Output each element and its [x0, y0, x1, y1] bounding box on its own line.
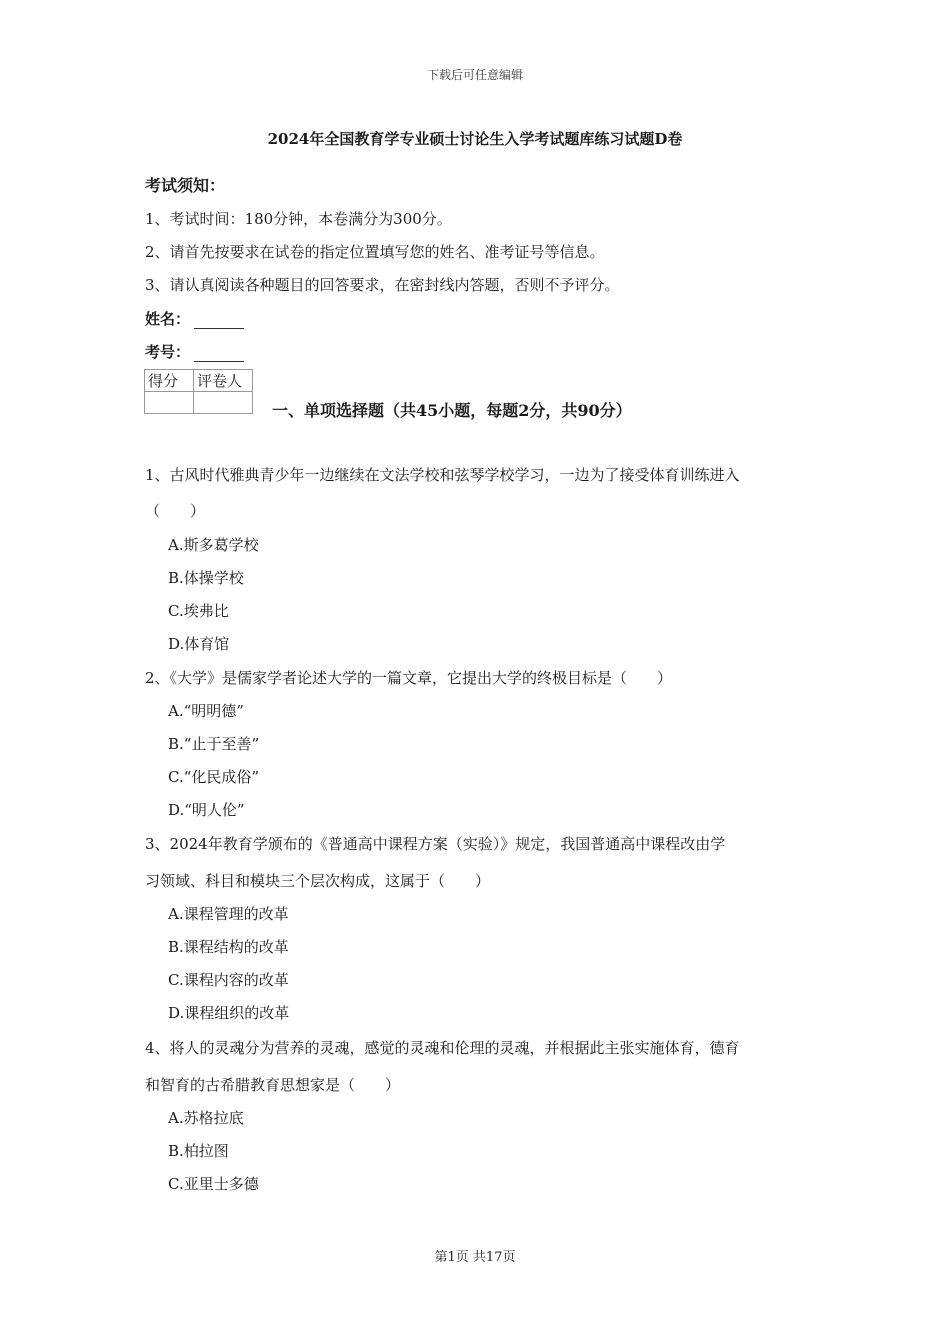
answer-option: B.柏拉图	[168, 1142, 229, 1160]
name-field	[145, 308, 244, 329]
name-blank	[194, 314, 244, 329]
question-text: 4、将人的灵魂分为营养的灵魂，感觉的灵魂和伦理的灵魂，并根据此主张实施体育，德育	[145, 1039, 740, 1057]
notice-heading: 考试须知：	[145, 176, 226, 195]
id-label: 考号：	[145, 343, 191, 361]
answer-option: B.体操学校	[168, 569, 244, 587]
question-text: 习领域、科目和模块三个层次构成，这属于（ ）	[145, 872, 491, 890]
answer-option: C.埃弗比	[168, 602, 229, 620]
notice-item: 1、考试时间：180分钟，本卷满分为300分。	[145, 210, 452, 228]
question-text: （ ）	[145, 502, 206, 520]
page-header: 下载后可任意编辑	[426, 68, 523, 82]
notice-item: 3、请认真阅读各种题目的回答要求，在密封线内答题，否则不予评分。	[145, 276, 620, 294]
question-text: 和智育的古希腊教育思想家是（ ）	[145, 1076, 401, 1094]
id-blank	[194, 347, 244, 362]
id-field	[145, 341, 244, 362]
question-text: 1、古风时代雅典青少年一边继续在文法学校和弦琴学校学习，一边为了接受体育训练进入	[145, 466, 740, 484]
answer-option: C.课程内容的改革	[168, 971, 289, 989]
score-header: 得分	[145, 370, 194, 392]
score-cell	[145, 392, 194, 414]
answer-option: D.体育馆	[168, 635, 230, 653]
answer-option: A.苏格拉底	[168, 1109, 244, 1127]
grader-header: 评卷人	[194, 370, 253, 392]
score-table	[144, 369, 253, 414]
answer-option: B.课程结构的改革	[168, 938, 289, 956]
answer-option: D.课程组织的改革	[168, 1004, 290, 1022]
question-text: 2、《大学》是儒家学者论述大学的一篇文章，它提出大学的终极目标是（ ）	[145, 669, 673, 687]
section-title: 一、单项选择题（共45小题，每题2分，共90分）	[272, 401, 632, 420]
grader-cell	[194, 392, 253, 414]
answer-option: A.课程管理的改革	[168, 905, 289, 923]
answer-option: D.“明人伦”	[168, 801, 245, 819]
notice-item: 2、请首先按要求在试卷的指定位置填写您的姓名、准考证号等信息。	[145, 243, 605, 261]
answer-option: B.“止于至善”	[168, 735, 260, 753]
page-number: 第1页 共17页	[434, 1250, 516, 1265]
answer-option: C.亚里士多德	[168, 1175, 259, 1193]
exam-title: 2024年全国教育学专业硕士讨论生入学考试题库练习试题D卷	[267, 130, 683, 148]
question-text: 3、2024年教育学颁布的《普通高中课程方案（实验）》规定，我国普通高中课程改由学	[145, 835, 726, 853]
name-label: 姓名：	[145, 310, 191, 328]
answer-option: C.“化民成俗”	[168, 768, 260, 786]
answer-option: A.“明明德”	[168, 702, 244, 720]
answer-option: A.斯多葛学校	[168, 536, 259, 554]
